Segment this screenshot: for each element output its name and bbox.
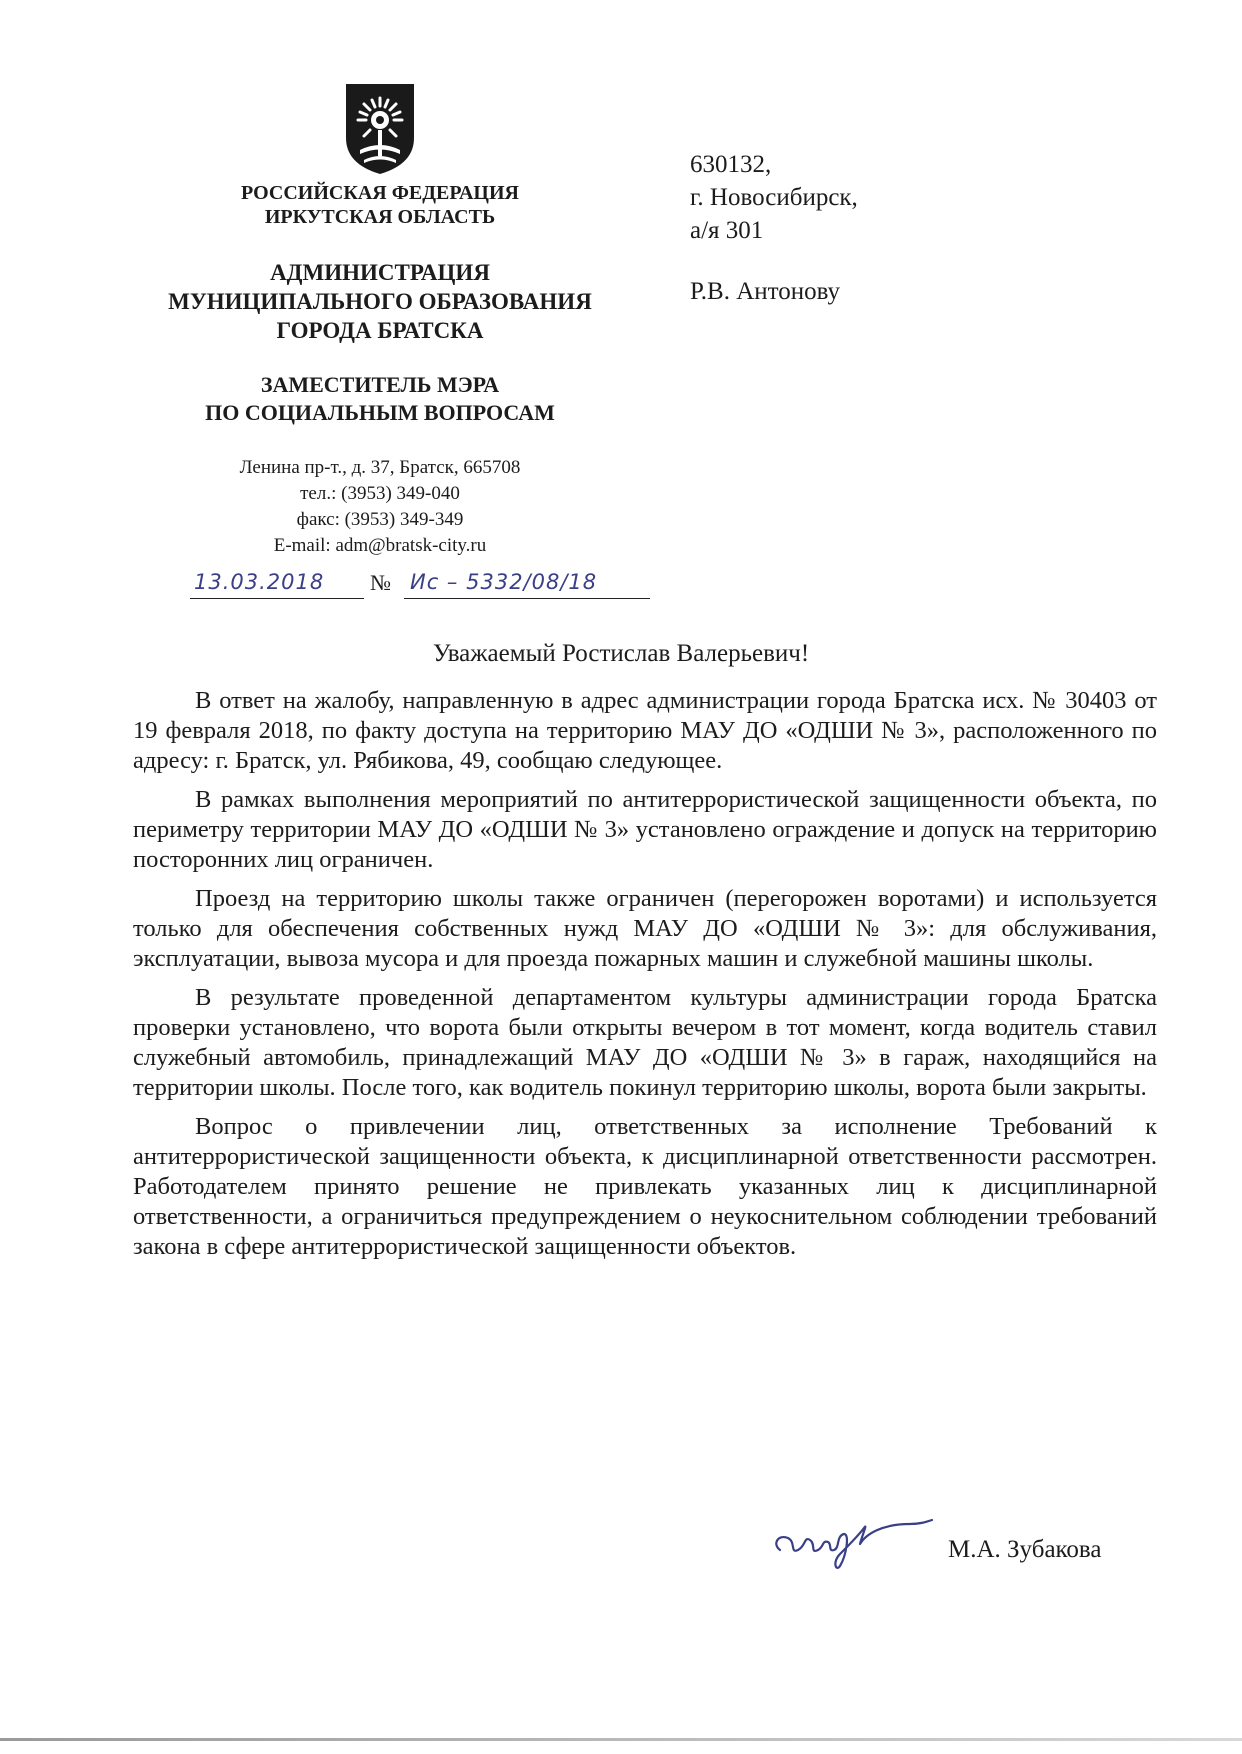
body-paragraph: В результате проведенной департаментом культуры администрации города Братска проверки установлено, что ворота были открыты вечером в тот момент, когда водитель ставил служебный автомобиль, принадлежащий МАУ ДО «ОДШИ № 3» в гараж, находящийся на территории школы. После того, как водитель покинул территорию школы, ворота были закрыты. <box>133 984 1157 1101</box>
country-name: РОССИЙСКАЯ ФЕДЕРАЦИЯ <box>240 182 519 204</box>
bratsk-coat-of-arms-icon <box>340 80 420 176</box>
body-paragraph: В рамках выполнения мероприятий по антитеррористической защищенности объекта, по периметру территории МАУ ДО «ОДШИ № 3» установлено ограждение и допуск на территорию посторонних лиц ограничен. <box>133 786 1157 873</box>
letter-body <box>133 686 1157 1271</box>
email-address: E-mail: adm@bratsk-city.ru <box>273 535 487 556</box>
body-paragraph: Проезд на территорию школы также ограничен (перегорожен воротами) и используется только для обеспечения собственных нужд МАУ ДО «ОДШИ № 3»: для обслуживания, эксплуатации, вывоза мусора и для проезда пожарных машин и служебной машины школы. <box>133 885 1157 972</box>
handwritten-signature-icon <box>770 1500 940 1580</box>
deputy-line-1: ЗАМЕСТИТЕЛЬ МЭРА <box>260 372 500 397</box>
org-contacts <box>180 455 580 559</box>
body-paragraph: Вопрос о привлечении лиц, ответственных за исполнение Требований к антитеррористической защищенности объекта, к дисциплинарной ответственности рассмотрен. Работодателем принято решение не привлекать указанных лиц к дисциплинарной ответственности, а ограничиться предупреждением о неукоснительном соблюдении требований закона в сфере антитеррористической защищенности объектов. <box>133 1113 1157 1260</box>
addressee-block <box>690 148 990 308</box>
admin-line-1: АДМИНИСТРАЦИЯ <box>270 260 490 285</box>
org-administration <box>120 258 640 345</box>
phone-number: тел.: (3953) 349-040 <box>300 483 460 504</box>
outgoing-number: Ис – 5332/08/18 <box>404 570 650 599</box>
admin-line-2: МУНИЦИПАЛЬНОГО ОБРАЗОВАНИЯ <box>168 289 592 314</box>
org-country-region <box>190 181 570 229</box>
org-deputy-title <box>160 371 600 427</box>
scan-edge-divider <box>0 1738 1242 1741</box>
addressee-postcode: 630132, <box>690 151 772 178</box>
letter-greeting: Уважаемый Ростислав Валерьевич! <box>432 640 810 667</box>
admin-line-3: ГОРОДА БРАТСКА <box>276 318 484 343</box>
deputy-line-2: ПО СОЦИАЛЬНЫМ ВОПРОСАМ <box>205 400 555 425</box>
outgoing-reference <box>190 568 650 604</box>
signer-name: М.А. Зубакова <box>948 1536 1102 1563</box>
addressee-city: г. Новосибирск, <box>690 184 858 211</box>
region-name: ИРКУТСКАЯ ОБЛАСТЬ <box>264 206 496 228</box>
postal-address: Ленина пр-т., д. 37, Братск, 665708 <box>239 457 521 478</box>
addressee-po-box: а/я 301 <box>690 217 764 244</box>
body-paragraph: В ответ на жалобу, направленную в адрес администрации города Братска исх. № 30403 от 19 февраля 2018, по факту доступа на территорию МАУ ДО «ОДШИ № 3», расположенного по адресу: г. Братск, ул. Рябикова, 49, сообщаю следующее. <box>133 687 1157 774</box>
outgoing-date: 13.03.2018 <box>190 570 364 599</box>
fax-number: факс: (3953) 349-349 <box>296 509 464 530</box>
addressee-recipient: Р.В. Антонову <box>690 278 841 305</box>
number-label: № <box>370 570 391 595</box>
